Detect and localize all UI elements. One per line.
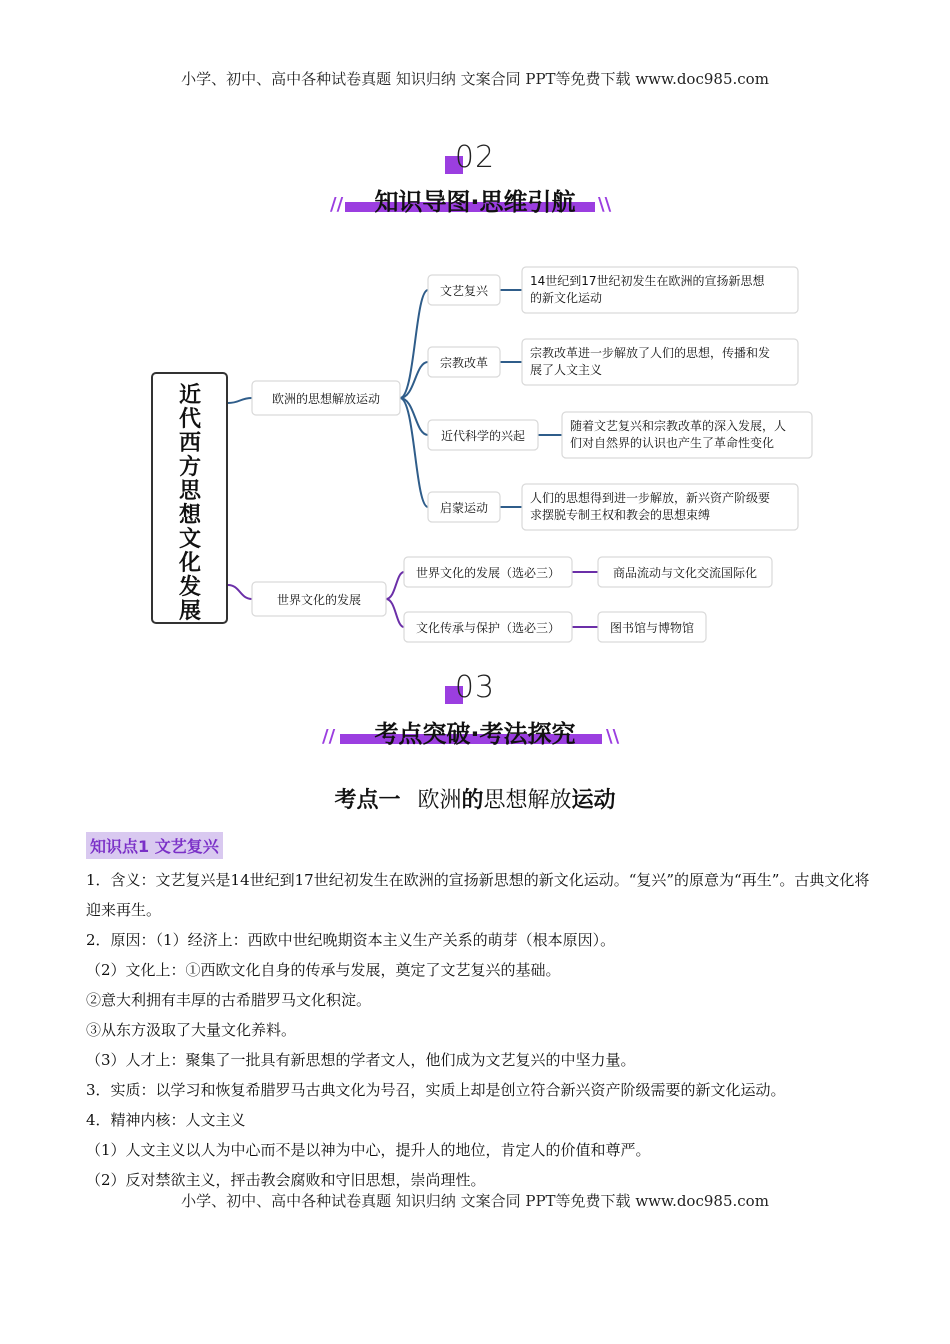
exam-point-title-part: 欧洲 [417,788,462,813]
link-b1-c2 [400,362,428,398]
paragraph: 4．精神内核：人文主义 [86,1111,246,1129]
root-char: 思 [178,479,202,504]
mind-map [0,255,950,655]
exam-point-title-part: 运动 [571,788,616,813]
page-footer: 小学、初中、高中各种试卷真题 知识归纳 文案合同 PPT等免费下载 www.doc985.com [181,1192,769,1210]
section-number-03 [0,670,950,705]
content-body [86,865,876,1195]
root-char: 化 [178,551,202,576]
paragraph: 1．含义：文艺复兴是14世纪到17世纪初发生在欧洲的宣扬新思想的新文化运动。“复兴”的原意为“再生”。古典文化将迎来再生。 [86,871,870,919]
root-char: 代 [178,407,202,432]
desc-line: 14世纪到17世纪初发生在欧洲的宣扬新思想 [530,274,765,288]
knowledge-point-label: 知识点1 文艺复兴 [86,832,223,859]
section-number-02 [0,140,950,175]
child-node-label: 文化传承与保护（选必三） [415,621,561,635]
root-char: 近 [178,383,202,408]
link-b2-c2 [386,599,404,627]
link-b1-c3 [400,398,428,435]
link-root-branch1 [228,398,252,403]
child-node-label: 启蒙运动 [439,501,489,515]
section-number-text: 03 [454,670,496,705]
link-root-branch2 [228,585,252,599]
section-title-02 [0,182,950,217]
root-node-label [178,382,202,624]
exam-point-title-part: 思想解放 [483,788,572,813]
page-header: 小学、初中、高中各种试卷真题 知识归纳 文案合同 PPT等免费下载 www.doc985.com [181,70,769,88]
desc-line: 随着文艺复兴和宗教改革的深入发展，人 [570,419,787,433]
root-char: 展 [178,599,202,624]
root-char: 西 [178,431,202,456]
exam-point-title [0,783,950,814]
paragraph: （1）人文主义以人为中心而不是以神为中心，提升人的地位，肯定人的价值和尊严。 [86,1141,651,1159]
section-title-text: 考点突破·考法探究 [374,720,576,748]
branch2-label: 世界文化的发展 [276,593,362,607]
child-node-label: 宗教改革 [439,356,489,370]
title-slash-right: \\ [606,726,620,747]
exam-point-prefix: 考点一 [334,788,401,813]
desc-line: 求摆脱专制王权和教会的思想束缚 [530,508,711,522]
paragraph: 3．实质：以学习和恢复希腊罗马古典文化为号召，实质上却是创立符合新兴资产阶级需要的新文化运动。 [86,1081,786,1099]
desc-line: 人们的思想得到进一步解放，新兴资产阶级要 [530,491,771,505]
paragraph: （2）文化上：①西欧文化自身的传承与发展，奠定了文艺复兴的基础。 [86,961,561,979]
desc-line: 的新文化运动 [530,291,603,305]
paragraph: 2．原因：（1）经济上：西欧中世纪晚期资本主义生产关系的萌芽（根本原因）。 [86,931,616,949]
desc-line: 商品流动与文化交流国际化 [612,566,758,580]
title-slash-right: \\ [598,194,612,215]
child-node-label: 文艺复兴 [439,284,489,298]
paragraph: （2）反对禁欲主义，抨击教会腐败和守旧思想，崇尚理性。 [86,1171,486,1189]
section-title-03 [0,714,950,749]
section-number-text: 02 [454,140,496,175]
title-slash-left: // [322,726,336,747]
desc-line: 宗教改革进一步解放了人们的思想，传播和发 [530,346,771,360]
link-b2-c1 [386,572,404,599]
paragraph: （3）人才上：聚集了一批具有新思想的学者文人，他们成为文艺复兴的中坚力量。 [86,1051,636,1069]
desc-line: 展了人文主义 [530,363,603,377]
desc-line: 们对自然界的认识也产生了革命性变化 [570,436,775,450]
root-char: 文 [178,527,202,552]
desc-line: 图书馆与博物馆 [609,621,695,635]
root-char: 发 [178,575,202,600]
child-node-label: 世界文化的发展（选必三） [415,566,561,580]
exam-point-title-part: 的 [461,788,484,813]
root-char: 方 [178,455,202,480]
branch1-label: 欧洲的思想解放运动 [271,392,381,406]
paragraph: ③从东方汲取了大量文化养料。 [86,1021,297,1039]
section-title-text: 知识导图·思维引航 [374,188,576,216]
child-node-label: 近代科学的兴起 [440,429,526,443]
root-char: 想 [178,503,202,528]
paragraph: ②意大利拥有丰厚的古希腊罗马文化积淀。 [86,991,372,1009]
title-slash-left: // [330,194,344,215]
